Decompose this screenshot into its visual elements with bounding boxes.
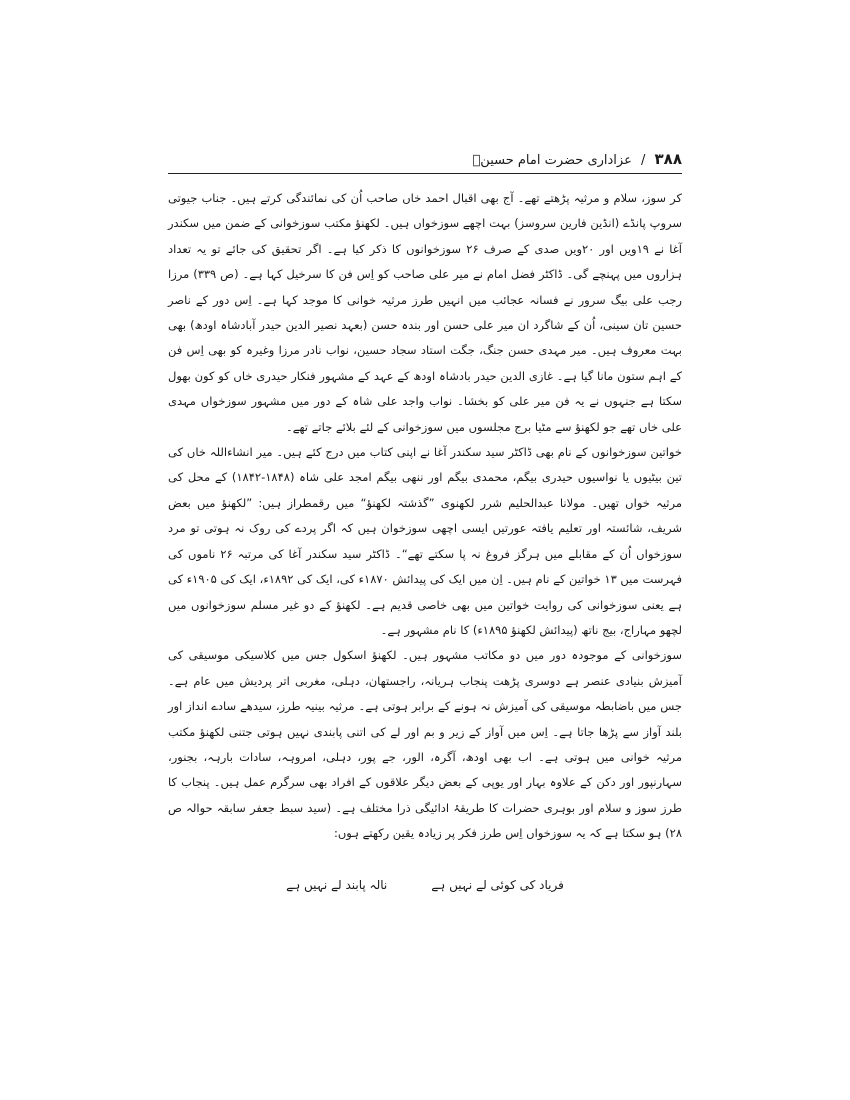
- header-separator: /: [641, 153, 646, 168]
- running-title: عزاداری حضرت امام حسینؑ: [472, 153, 632, 168]
- verse-first-hemistich: فریاد کی کوئی لے نہیں ہے: [431, 878, 564, 892]
- paragraph-2: خواتین سوزخوانوں کے نام بھی ڈاکٹر سید سکندر آغا نے اپنی کتاب میں درج کئے ہیں۔ میر انشاءاللہ خاں کی تین بیٹیوں یا نواسیوں حیدری بیگم، محمدی بیگم اور ننھی بیگم امجد علی شاہ (۱۸۴۸-۱۸۴۲) کے محل کی مرثیہ خواں تھیں۔ مولانا عبدالحلیم شرر لکھنوی ”گذشتہ لکھنؤ“ میں رقمطراز ہیں: ”لکھنؤ میں بعض شریف، شائستہ اور تعلیم یافتہ عورتیں ایسی اچھی سوزخوان ہیں کہ اگر پردے کی روک نہ ہوتی تو مرد سوزخواں اُن کے مقابلے میں ہرگز فروغ نہ پا سکتے تھے“۔ ڈاکٹر سید سکندر آغا کی مرتبہ ۲۶ ناموں کی فہرست میں ۱۳ خواتین کے نام ہیں۔ اِن میں ایک کی پیدائش ۱۸۷۰ء کی، ایک کی ۱۸۹۲ء، ایک کی ۱۹۰۵ء کی ہے یعنی سوزخوانی کی روایت خواتین میں بھی خاصی قدیم ہے۔ لکھنؤ کے دو غیر مسلم سوزخوانوں میں لچھو مہاراج، بیج ناتھ (پیدائش لکھنؤ ۱۸۹۵ء) کا نام مشہور ہے۔: [168, 445, 682, 637]
- header-rule: [168, 173, 682, 174]
- verse-second-hemistich: نالہ پابند لے نہیں ہے: [286, 878, 388, 892]
- running-header: [168, 146, 682, 172]
- paragraph-1: کر سوز، سلام و مرثیہ پڑھتے تھے۔ آج بھی اقبال احمد خاں صاحب اُن کی نمائندگی کرتے ہیں۔ جناب جیوتی سروپ پانڈے (انڈین فارین سروسز) بہت اچھے سوزخواں ہیں۔ لکھنؤ مکتب سوزخوانی کے ضمن میں سکندر آغا نے ۱۹ویں اور ۲۰ویں صدی کے صرف ۲۶ سوزخوانوں کا ذکر کیا ہے۔ اگر تحقیق کی جائے تو یہ تعداد ہزاروں میں پہنچے گی۔ ڈاکٹر فضل امام نے میر علی صاحب کو اِس فن کا سرخیل کہا ہے۔ (ص ۳۳۹) مرزا رجب علی بیگ سرور نے فسانہ عجائب میں انہیں طرز مرثیہ خوانی کا موجد کہا ہے۔ اِس دور کے ناصر حسین تان سینی، اُن کے شاگرد ان میر علی حسن اور بندہ حسن (بعہد نصیر الدین حیدر آبادشاہ اودھ) بھی بہت معروف ہیں۔ میر مہدی حسن جنگ، جگت استاد سجاد حسین، نواب نادر مرزا وغیرہ کو بھی اِس فن کے اہم ستون مانا گیا ہے۔ غازی الدین حیدر بادشاہ اودھ کے عہد کے مشہور فنکار حیدری خاں کو کون بھول سکتا ہے جنہوں نے یہ فن میر علی کو بخشا۔ نواب واجد علی شاہ کے دور میں مشہور سوزخواں مہدی علی خاں تھے جو لکھنؤ سے مٹیا برج مجلسوں میں سوزخوانی کے لئے بلائے جاتے تھے۔: [168, 191, 682, 434]
- verse-couplet: [168, 873, 682, 897]
- page-number: ۳۸۸: [654, 150, 682, 168]
- paragraph-3: سوزخوانی کے موجودہ دور میں دو مکاتب مشہور ہیں۔ لکھنؤ اسکول جس میں کلاسیکی موسیقی کی آمیزش بنیادی عنصر ہے دوسری پڑھت پنجاب ہریانہ، راجستھان، دہلی، مغربی اتر پردیش میں عام ہے۔ جس میں باضابطہ موسیقی کی آمیزش نہ ہونے کے برابر ہوتی ہے۔ مرثیہ بینیہ طرز، سیدھے سادے انداز اور بلند آواز سے پڑھا جاتا ہے۔ اِس میں آواز کے زیر و بم اور لے کی اتنی پابندی نہیں ہوتی جتنی لکھنؤ مکتب مرثیہ خوانی میں ہوتی ہے۔ اب بھی اودھ، آگرہ، الور، جے پور، دہلی، امروہہ، سادات بارہہ، بجنور، سہارنپور اور دکن کے علاوہ بہار اور یوپی کے بعض دیگر علاقوں کے افراد بھی سرگرم عمل ہیں۔ پنجاب کا طرز سوز و سلام اور بوہری حضرات کا طریقۂ ادائیگی ذرا مختلف ہے۔ (سید سبط جعفر سابقہ حوالہ ص ۲۸) ہو سکتا ہے کہ یہ سوزخواں اِس طرز فکر پر زیادہ یقین رکھتے ہوں:: [168, 648, 682, 841]
- body-text: [168, 186, 682, 847]
